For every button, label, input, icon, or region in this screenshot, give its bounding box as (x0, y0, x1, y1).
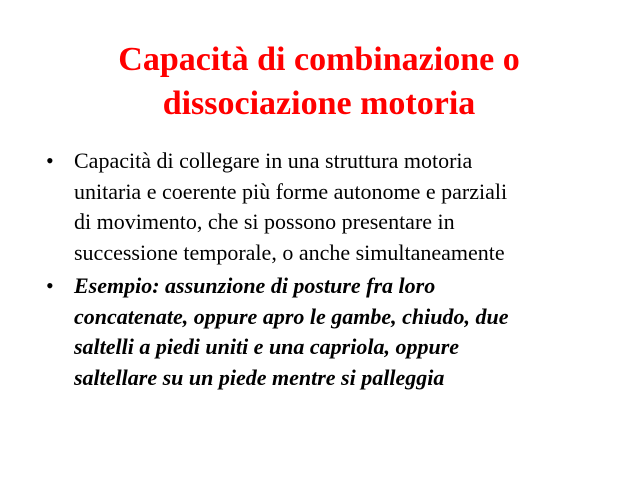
bullet-text-line: saltelli a piedi uniti e una capriola, oppure (74, 334, 460, 359)
bullet-list (46, 146, 606, 393)
bullet-example-text (74, 271, 606, 393)
bullet-text-line: Esempio: assunzione di posture fra loro (74, 273, 436, 298)
bullet-dot-icon: • (46, 148, 54, 173)
bullet-definition (46, 146, 606, 268)
slide-title-line-1: Capacità di combinazione o (118, 41, 520, 78)
slide-title-line-2: dissociazione motoria (162, 85, 476, 122)
bullet-dot-icon: • (46, 273, 54, 298)
bullet-text-line: unitaria e coerente più forme autonome e parziali (74, 178, 508, 204)
bullet-text-line: concatenate, oppure apro le gambe, chiudo, due (74, 303, 509, 329)
bullet-text-line: saltellare su un piede mentre si palleggia (74, 364, 445, 390)
slide-title (32, 38, 606, 126)
bullet-example (46, 271, 606, 393)
bullet-text-line: successione temporale, o anche simultaneamente (74, 239, 505, 265)
bullet-text-line: di movimento, che si possono presentare in (74, 209, 455, 234)
bullet-definition-text (74, 146, 606, 268)
bullet-text-line: Capacità di collegare in una struttura motoria (74, 148, 473, 173)
